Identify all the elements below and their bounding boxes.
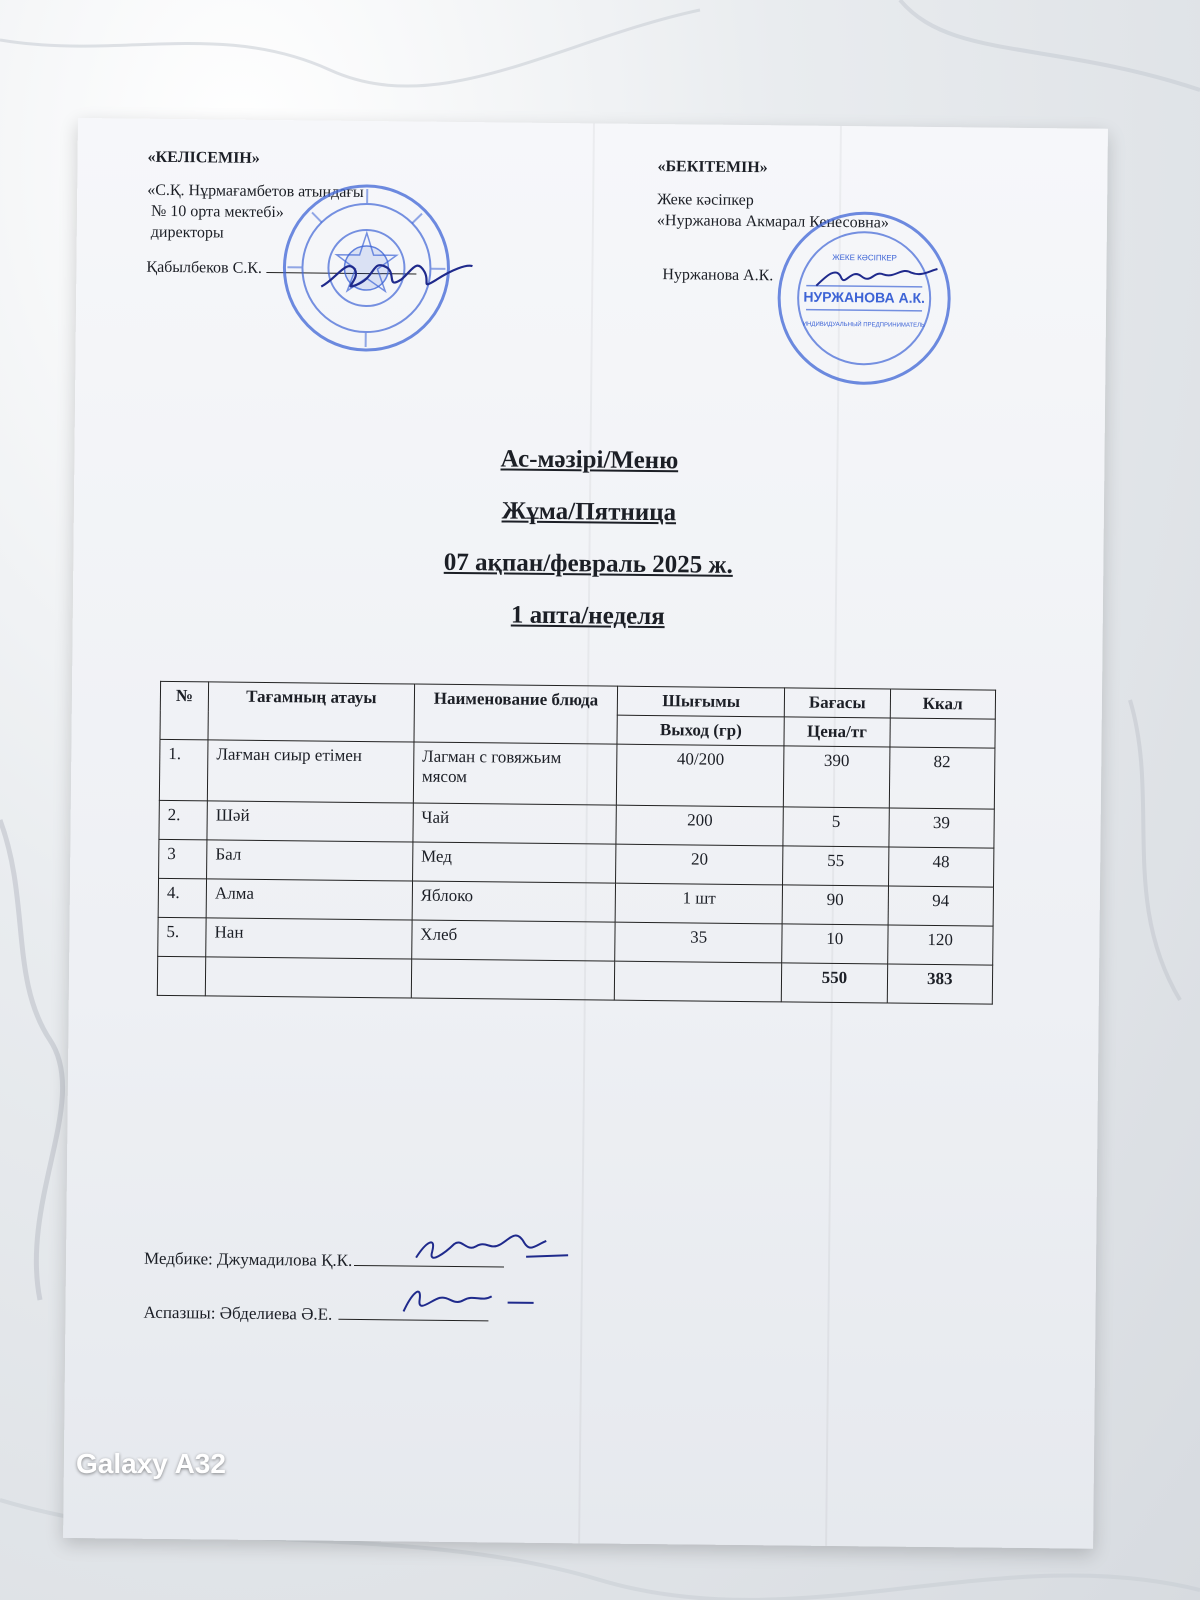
row-output: 200 — [616, 805, 783, 846]
header-name-kz: Тағамның атауы — [208, 682, 414, 742]
menu-date: 07 ақпан/февраль 2025 ж. — [443, 548, 734, 579]
header-kcal: Ккал — [890, 689, 996, 719]
header-num: № — [160, 681, 209, 740]
approval-line: «С.Қ. Нұрмағамбетов атындағы — [147, 181, 364, 201]
row-name-kz: Алма — [206, 879, 412, 920]
approval-line: «Нуржанова Акмарал Кенесовна» — [656, 212, 889, 232]
stamp-top-text: ЖЕКЕ КӘСІПКЕР — [832, 252, 897, 263]
row-output: 40/200 — [617, 744, 784, 807]
total-price: 550 — [781, 963, 887, 1003]
row-name-kz: Шәй — [207, 801, 413, 842]
row-kcal: 82 — [889, 747, 995, 809]
totals-empty — [157, 956, 205, 996]
director-signature — [316, 249, 477, 301]
row-kcal: 39 — [888, 808, 994, 848]
header-name-ru: Наименование блюда — [414, 684, 618, 744]
header-price: Бағасы — [784, 688, 890, 718]
row-name-kz: Нан — [206, 918, 412, 959]
row-num: 1. — [159, 739, 208, 801]
menu-titles — [72, 440, 1104, 659]
row-name-ru: Чай — [413, 803, 617, 844]
menu-title: Ас-мәзірі/Меню — [500, 445, 679, 475]
row-output: 1 шт — [615, 883, 782, 924]
approval-name-right: Нуржанова А.К. — [662, 266, 774, 285]
total-kcal: 383 — [887, 964, 993, 1004]
nurse-signature — [406, 1222, 577, 1274]
header-output-sub: Выход (гр) — [617, 715, 784, 746]
row-price: 90 — [782, 885, 888, 925]
header-output: Шығымы — [618, 686, 785, 717]
row-name-kz: Лағман сиыр етімен — [207, 740, 413, 803]
row-kcal: 120 — [887, 925, 993, 965]
row-num: 2. — [159, 800, 207, 840]
totals-empty — [615, 961, 782, 1002]
row-name-ru: Яблоко — [412, 881, 616, 922]
totals-empty — [411, 959, 615, 1000]
row-output: 20 — [616, 844, 783, 885]
row-kcal: 94 — [888, 886, 994, 926]
row-kcal: 48 — [888, 847, 994, 887]
nurse-label: Медбике: Джумадилова Қ.К. — [143, 1248, 353, 1270]
camera-watermark: Galaxy A32 — [76, 1448, 226, 1479]
approval-title-left: «КЕЛІСЕМІН» — [147, 148, 260, 167]
approval-line: директоры — [150, 223, 224, 242]
menu-table — [157, 681, 996, 1005]
cook-label: Аспазшы: Әбделиева Ә.Е. — [143, 1302, 333, 1324]
entrepreneur-seal-stamp — [775, 209, 953, 387]
menu-document — [63, 118, 1108, 1549]
row-name-kz: Бал — [207, 840, 413, 881]
row-num: 3 — [159, 839, 207, 879]
approval-line: Жеке кәсіпкер — [657, 191, 754, 210]
row-price: 55 — [783, 846, 889, 886]
menu-week: 1 апта/неделя — [510, 601, 665, 631]
row-num: 5. — [158, 917, 206, 957]
row-name-ru: Хлеб — [411, 920, 615, 961]
totals-empty — [205, 957, 411, 998]
row-price: 5 — [783, 807, 889, 847]
menu-day: Жұма/Пятница — [501, 497, 677, 527]
row-name-ru: Лагман с говяжьим мясом — [413, 742, 617, 805]
totals-row — [157, 956, 992, 1004]
cook-signature — [395, 1271, 546, 1323]
row-price: 390 — [783, 746, 889, 808]
approval-title-right: «БЕКІТЕМІН» — [657, 158, 768, 177]
approval-line: № 10 орта мектебі» — [150, 202, 284, 222]
header-price-sub: Цена/тг — [784, 717, 890, 747]
stamp-bottom-text: ИНДИВИДУАЛЬНЫЙ ПРЕДПРИНИМАТЕЛЬ — [802, 321, 926, 329]
approval-name-left: Қабылбеков С.К. — [146, 258, 263, 277]
header-kcal-sub — [890, 718, 996, 748]
row-price: 10 — [782, 924, 888, 964]
entrepreneur-signature — [811, 256, 941, 297]
table-row — [159, 739, 995, 809]
stamp-name-text: НУРЖАНОВА А.К. — [803, 288, 926, 306]
row-num: 4. — [158, 878, 206, 918]
row-name-ru: Мед — [412, 842, 616, 883]
row-output: 35 — [615, 922, 782, 963]
